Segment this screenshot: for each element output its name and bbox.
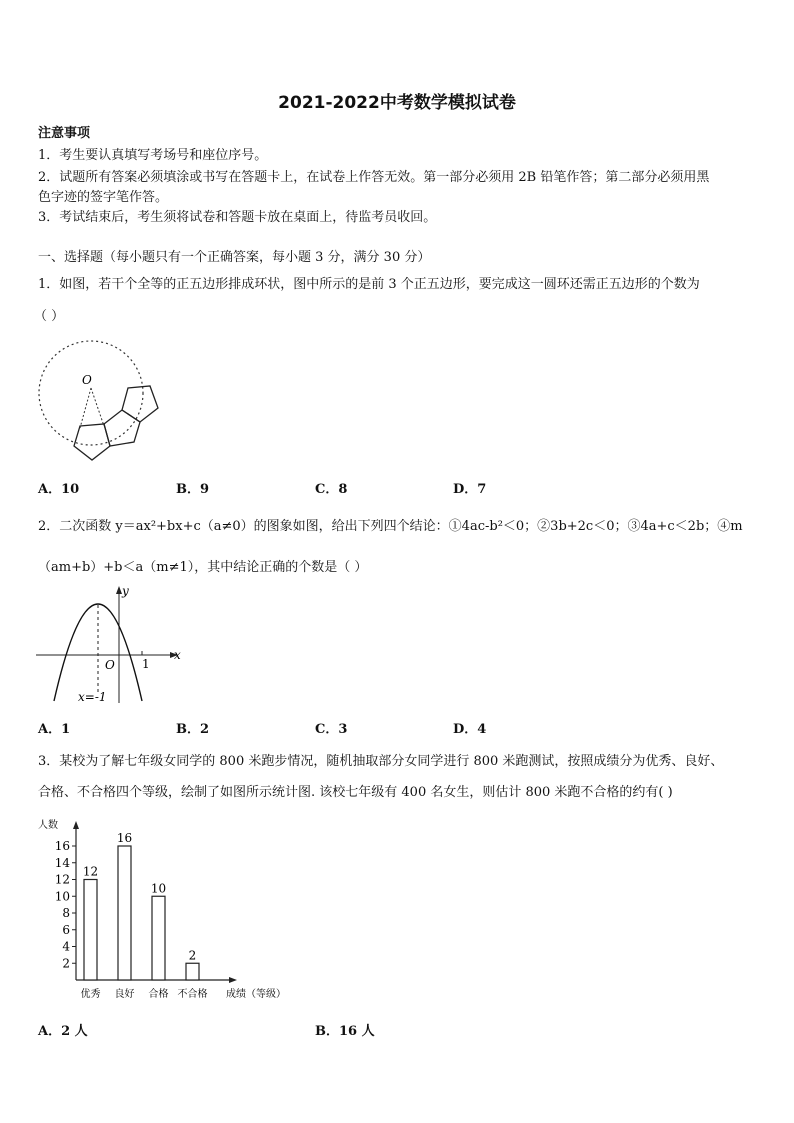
y-tick-label: 4 xyxy=(62,939,70,954)
bar xyxy=(118,846,131,980)
q2-option-b: B．2 xyxy=(176,722,210,737)
pentagon-3 xyxy=(122,386,158,422)
notice-item-2: 2．试题所有答案必须填涂或书写在答题卡上，在试卷上作答无效。第一部分必须用 2B 铅笔作答；第二部分必须用黑 xyxy=(38,170,710,185)
bar-chart xyxy=(36,813,306,1010)
q1-bracket: （ ） xyxy=(34,309,65,324)
dotted-circle xyxy=(39,341,143,445)
bar xyxy=(84,880,97,981)
q3-stem-line1: 3．某校为了解七年级女同学的 800 米跑步情况，随机抽取部分女同学进行 800 米跑测试，按照成绩分为优秀、良好、 xyxy=(38,754,724,769)
y-tick-label: 16 xyxy=(54,839,70,853)
y-tick-label: 8 xyxy=(62,906,70,920)
bar-value-label: 16 xyxy=(116,831,133,845)
q3-stem-line2: 合格、不合格四个等级，绘制了如图所示统计图. 该校七年级有 400 名女生，则估计 800 米跑不合格的约有( ) xyxy=(38,785,673,800)
bar xyxy=(152,896,165,980)
q1-option-a: A．10 xyxy=(38,482,80,497)
q1-stem: 1．如图，若干个全等的正五边形排成环状，图中所示的是前 3 个正五边形，要完成这一圆环还需正五边形的个数为 xyxy=(38,277,700,292)
notice-item-2-cont: 色字迹的签字笔作答。 xyxy=(38,190,169,205)
notice-heading: 注意事项 xyxy=(38,126,91,141)
bar-value-label: 10 xyxy=(150,881,167,896)
q3-option-b: B．16 人 xyxy=(315,1024,375,1039)
section-heading: 一、选择题（每小题只有一个正确答案，每小题 3 分，满分 30 分） xyxy=(38,250,431,265)
x-axis-arrow xyxy=(229,977,237,983)
category-label: 优秀 xyxy=(80,989,101,1000)
parabola-figure xyxy=(36,583,186,708)
y-tick-label: 2 xyxy=(62,956,70,971)
pentagon-1 xyxy=(74,424,110,460)
label-o: O xyxy=(82,373,92,387)
radius-line xyxy=(91,388,104,426)
bar-value-label: 12 xyxy=(82,864,99,879)
q1-option-c: C．8 xyxy=(315,482,348,497)
bar-value-label: 2 xyxy=(188,948,197,963)
notice-item-3: 3．考试结束后，考生须将试卷和答题卡放在桌面上，待监考员收回。 xyxy=(38,210,437,225)
bar xyxy=(186,963,199,980)
y-axis-label: 人数 xyxy=(38,820,58,831)
symmetry-axis-label: x=-1 xyxy=(78,690,107,704)
notice-item-1: 1．考生要认真填写考场号和座位序号。 xyxy=(38,148,268,163)
q2-option-a: A．1 xyxy=(38,722,71,737)
radius-line xyxy=(80,388,91,428)
category-label: 良好 xyxy=(114,989,135,1000)
q2-stem-line1: 2．二次函数 y＝ax²+bx+c（a≠0）的图象如图，给出下列四个结论：①4ac-b²＜0；②3b+2c＜0；③4a+c＜2b；④m xyxy=(38,519,743,534)
category-label: 合格 xyxy=(148,989,169,1000)
origin-label: O xyxy=(105,658,115,672)
page-title: 2021-2022中考数学模拟试卷 xyxy=(278,93,516,113)
tick-label-1: 1 xyxy=(142,657,150,671)
q2-option-c: C．3 xyxy=(315,722,348,737)
pentagon-2 xyxy=(104,410,140,446)
y-tick-label: 10 xyxy=(54,889,70,904)
x-axis-label: 成绩（等级） xyxy=(226,989,286,1000)
q3-option-a: A．2 人 xyxy=(38,1024,88,1039)
q2-option-d: D．4 xyxy=(453,722,487,737)
axis-label-x: x xyxy=(174,648,181,662)
y-tick-label: 12 xyxy=(54,872,70,887)
pentagon-ring-figure xyxy=(36,338,166,468)
axis-label-y: y xyxy=(122,584,129,598)
q2-stem-line2: （am+b）+b＜a（m≠1），其中结论正确的个数是（ ） xyxy=(38,560,368,575)
y-axis-arrow xyxy=(73,821,79,829)
y-tick-label: 6 xyxy=(62,922,70,937)
q1-option-b: B．9 xyxy=(176,482,210,497)
y-tick-label: 14 xyxy=(54,855,70,870)
q1-option-d: D．7 xyxy=(453,482,487,497)
category-label: 不合格 xyxy=(177,989,208,1000)
